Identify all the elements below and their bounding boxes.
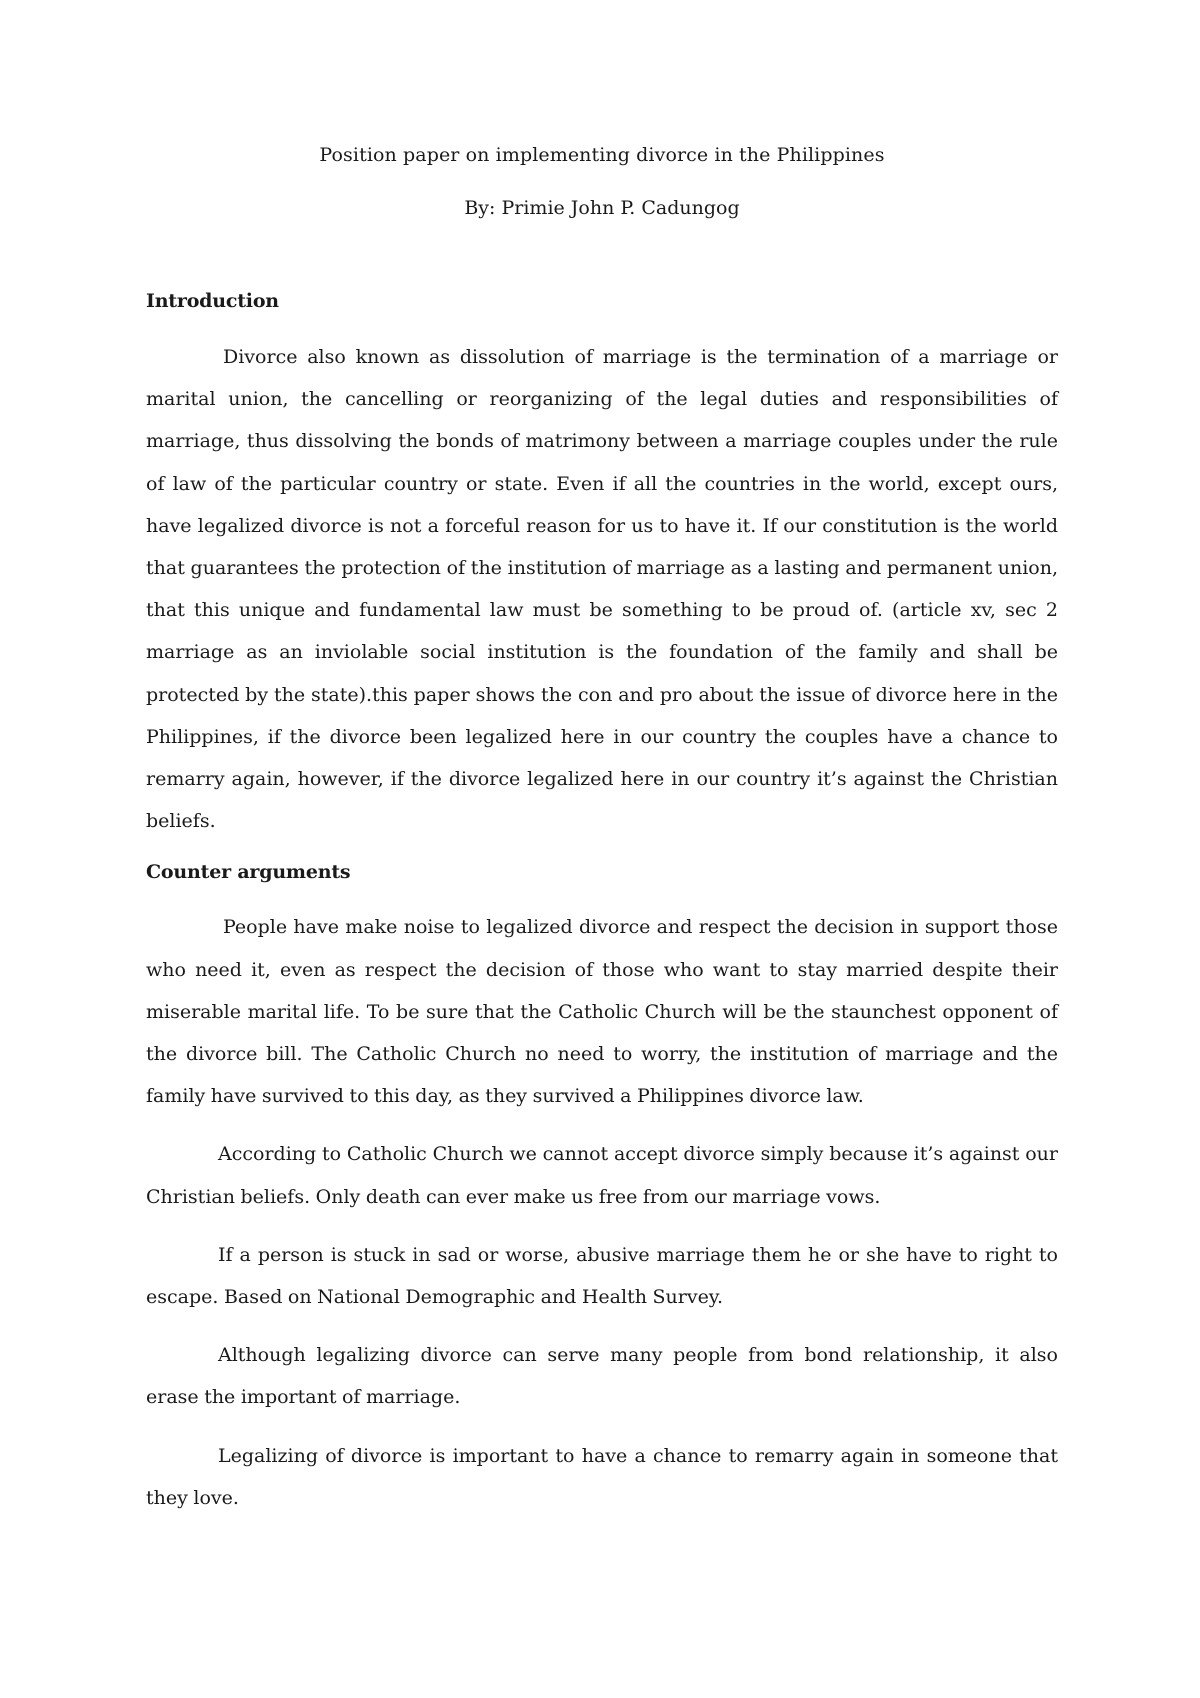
counter-paragraph-5: Legalizing of divorce is important to have a chance to remarry again in someone that they love.	[146, 1444, 1058, 1509]
introduction-heading: Introduction	[146, 290, 279, 312]
document-author: By: Primie John P. Cadungog	[464, 197, 740, 219]
document-body	[146, 140, 1058, 1519]
introduction-paragraph: Divorce also known as dissolution of marriage is the termination of a marriage or marital union, the cancelling or reorganizing of the legal duties and responsibilities of marriage, thus dissolving the bonds of matrimony between a marriage couples under the rule of law of the particular country or state. Even if all the countries in the world, except ours, have legalized divorce is not a forceful reason for us to have it. If our constitution is the world that guarantees the protection of the institution of marriage as a lasting and permanent union, that this unique and fundamental law must be something to be proud of. (article xv, sec 2 marriage as an inviolable social institution is the foundation of the family and shall be protected by the state).this paper shows the con and pro about the issue of divorce here in the Philippines, if the divorce been legalized here in our country the couples have a chance to remarry again, however, if the divorce legalized here in our country it’s against the Christian beliefs.	[146, 346, 1058, 833]
counter-paragraph-4: Although legalizing divorce can serve many people from bond relationship, it also erase the important of marriage.	[146, 1344, 1058, 1409]
counter-paragraph-2: According to Catholic Church we cannot accept divorce simply because it’s against our Christian beliefs. Only death can ever make us free from our marriage vows.	[146, 1143, 1058, 1208]
counter-arguments-heading: Counter arguments	[146, 861, 351, 884]
counter-paragraph-3: If a person is stuck in sad or worse, abusive marriage them he or she have to right to escape. Based on National Demographic and Health Survey.	[146, 1243, 1058, 1309]
counter-paragraph-1: People have make noise to legalized divorce and respect the decision in support those who need it, even as respect the decision of those who want to stay married despite their miserable marital life. To be sure that the Catholic Church will be the staunchest opponent of the divorce bill. The Catholic Church no need to worry, the institution of marriage and the family have survived to this day, as they survived a Philippines divorce law.	[146, 916, 1058, 1108]
document-title: Position paper on implementing divorce in the Philippines	[319, 144, 885, 166]
